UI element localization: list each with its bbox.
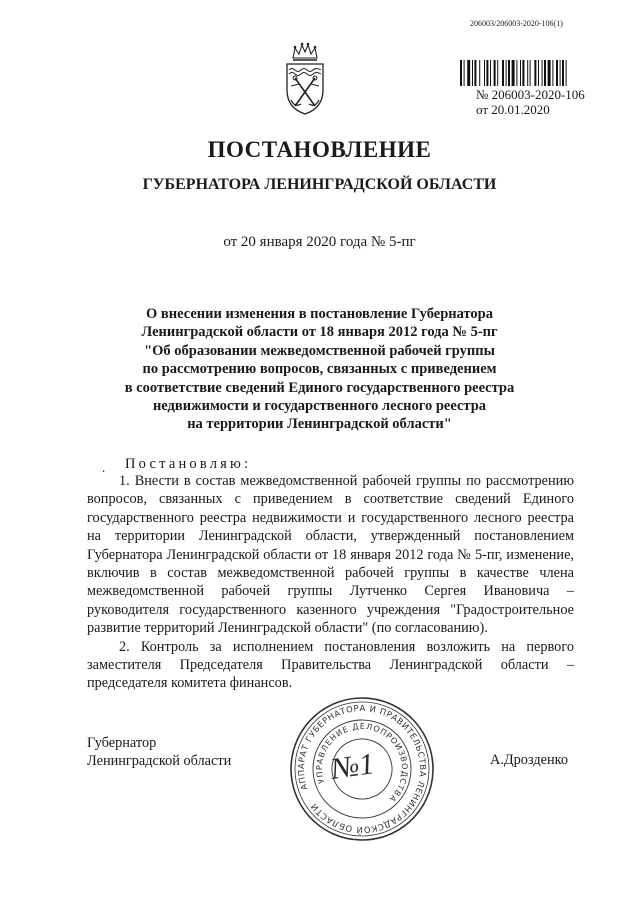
heading-line: Ленинградской области от 18 января 2012 года № 5-пг	[141, 324, 498, 341]
preamble: Постановляю:	[125, 456, 252, 472]
heading-line: "Об образовании межведомственной рабочей группы	[144, 342, 495, 359]
document-body	[87, 472, 574, 693]
margin-dot: .	[102, 460, 106, 475]
coat-of-arms-icon	[283, 40, 327, 116]
document-subtitle: ГУБЕРНАТОРА ЛЕНИНГРАДСКОЙ ОБЛАСТИ	[142, 176, 497, 193]
paragraph-1: 1. Внести в состав межведомственной рабочей группы по рассмотрению вопросов, связанных с приведением в соответствие сведений Единого государственного реестра недвижимости и государственного лесного реестра на территории Ленинградской области, утвержденный постановлением Губернатора Ленинградской области от 18 января 2012 года № 5-пг, изменение, включив в состав межведомственной рабочей группы в качестве члена межведомственной рабочей группы Лутченко Сергея Ивановича – руководителя государственного казенного учреждения "Градостроительное развитие территорий Ленинградской области" (по согласованию).	[87, 473, 574, 637]
paragraph-2: 2. Контроль за исполнением постановления возложить на первого заместителя Председателя Правительства Ленинградской области – председателя комитета финансов.	[87, 638, 574, 692]
heading-line: недвижимости и государственного лесного реестра	[152, 398, 487, 415]
seal-inner-text: УПРАВЛЕНИЕ ДЕЛОПРОИЗВОДСТВА	[314, 721, 410, 804]
heading-line: в соответствие сведений Единого государственного реестра	[124, 379, 515, 396]
heading-line: О внесении изменения в постановление Губернатора	[146, 306, 493, 322]
document-reference: 206003/206003-2020-106(1)	[470, 19, 563, 28]
document-heading	[100, 305, 539, 434]
document-date-number: от 20 января 2020 года № 5-пг	[223, 234, 416, 250]
signer-position	[87, 734, 231, 771]
heading-line: по рассмотрению вопросов, связанных с приведением	[142, 361, 497, 378]
document-title: ПОСТАНОВЛЕНИЕ	[207, 137, 432, 162]
barcode-icon	[460, 60, 593, 86]
signer-position-line2: Ленинградской области	[87, 753, 232, 770]
seal-number: №1	[328, 747, 377, 786]
heading-line: на территории Ленинградской области"	[187, 416, 452, 433]
signer-position-line1: Губернатор	[87, 735, 157, 751]
registration-date: от 20.01.2020	[476, 102, 550, 117]
signer-name: А.Дрозденко	[490, 752, 568, 768]
registration-number: № 206003-2020-106	[476, 87, 585, 102]
seal-ring-text: АППАРАТ ГУБЕРНАТОРА И ПРАВИТЕЛЬСТВА ЛЕНИНГРАДСКОЙ ОБЛАСТИ	[295, 702, 429, 836]
